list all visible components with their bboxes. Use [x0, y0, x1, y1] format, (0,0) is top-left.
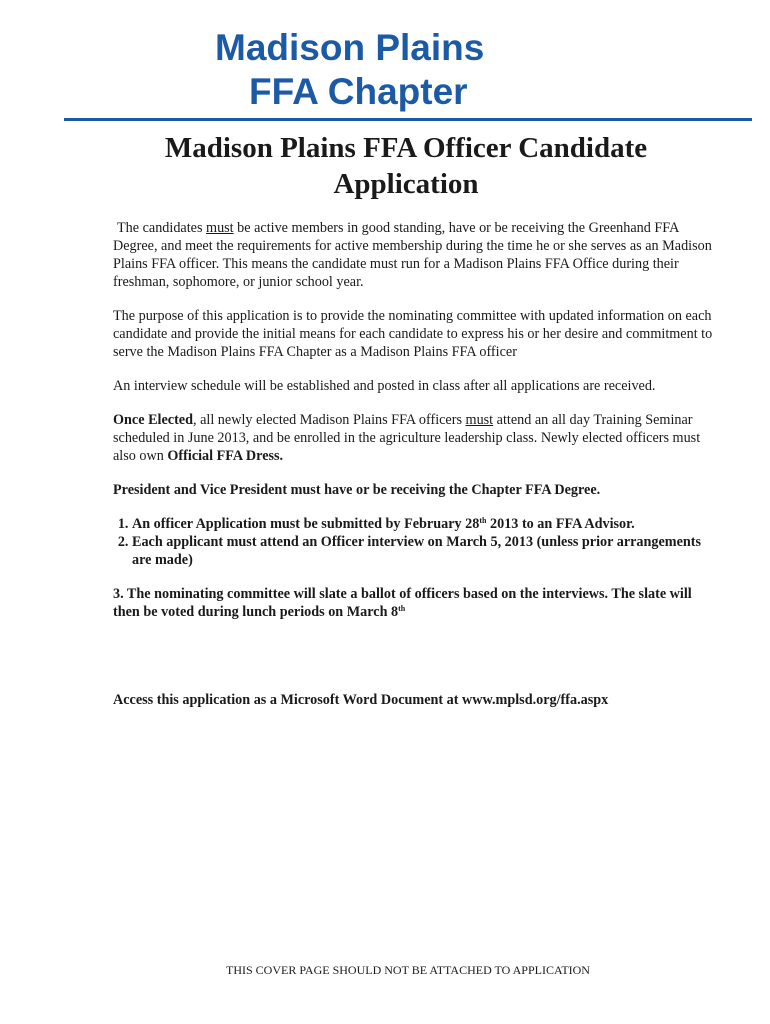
paragraph-purpose: The purpose of this application is to provide the nominating committee with updated information on each candidate and provide the initial means for each candidate to express his or her desire and commitment to serve the Madison Plains FFA Chapter as a Madison Plains FFA officer: [113, 308, 713, 360]
title-line-2: Application: [333, 168, 479, 200]
superscript: th: [479, 516, 487, 525]
chapter-header: [0, 26, 770, 114]
paragraph-item3: [113, 585, 713, 621]
header-line-1: Madison Plains: [215, 27, 485, 68]
bold-text: Access this application as a Microsoft Word Document at www.mplsd.org/ffa.aspx: [113, 692, 609, 708]
paragraph-requirements: [113, 219, 713, 291]
text-run: An officer Application must be submitted by February 28: [132, 516, 480, 532]
superscript: th: [398, 604, 406, 613]
access-note: [113, 691, 713, 709]
underlined-text: must: [465, 412, 494, 428]
list-item: 2. Each applicant must attend an Officer interview on March 5, 2013 (unless prior arrangements are made): [132, 533, 713, 569]
title-line-1: Madison Plains FFA Officer Candidate: [164, 132, 648, 164]
paragraph-degree: [113, 481, 713, 499]
bold-text: President and Vice President must have or be receiving the Chapter FFA Degree.: [113, 482, 601, 498]
text-run: The candidates: [117, 220, 207, 236]
text-run: 2013 to an FFA Advisor.: [486, 516, 635, 532]
header-line-2: FFA Chapter: [249, 71, 468, 112]
page-title: [0, 130, 770, 202]
requirements-list: [113, 515, 713, 569]
paragraph-once-elected: [113, 411, 713, 465]
text-run: 3. The nominating committee will slate a ballot of officers based on the interviews. The slate will then be voted during lunch periods on March 8: [113, 586, 692, 620]
list-item: [132, 515, 713, 533]
page-footer: THIS COVER PAGE SHOULD NOT BE ATTACHED TO APPLICATION: [226, 963, 590, 977]
underlined-text: must: [206, 220, 234, 236]
text-run: be active members in good standing, have or be receiving the Greenhand FFA Degree, and meet the requirements for active membership during the time he or she serves as an Madison Plains FFA officer. This means the candidate must run for a Madison Plains FFA Office during their freshman, sophomore, or junior school year.: [113, 220, 712, 290]
header-rule: [64, 118, 752, 121]
paragraph-interview: An interview schedule will be established and posted in class after all applications are received.: [113, 378, 656, 394]
text-run: , all newly elected Madison Plains FFA officers: [192, 412, 466, 428]
bold-text: Official FFA Dress.: [167, 448, 284, 464]
text-run: attend an all day Training Seminar scheduled in June 2013, and be enrolled in the agriculture leadership class. Newly elected officers must also own: [113, 412, 701, 464]
bold-text: Once Elected: [113, 412, 193, 428]
document-body: [113, 219, 713, 709]
